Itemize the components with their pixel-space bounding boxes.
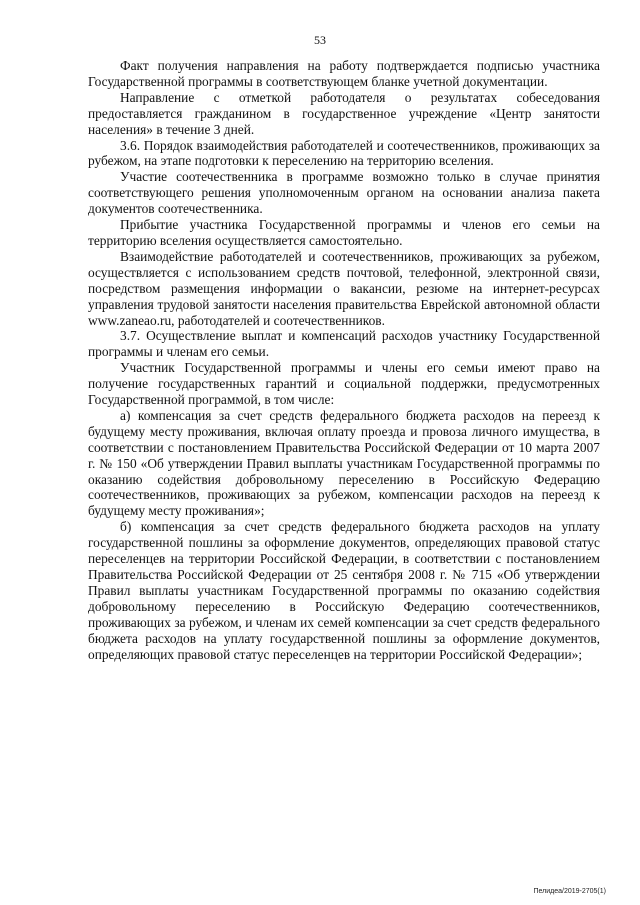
page-number: 53 bbox=[314, 33, 326, 47]
list-item-a-relocation-compensation: а) компенсация за счет средств федерального бюджета расходов на переезд к будущему месту проживания, включая оплату проезда и провоза личного имущества, в соответствии с постановлением Правительства Российской Федерации от 10 марта 2007 г. № 150 «Об утверждении Правил выплаты участникам Государственной программы по оказанию содействия добровольному переселению в Российскую Федерацию соотечественников, проживающих за рубежом, компенсации расходов на переезд к будущему месту проживания»; bbox=[88, 407, 600, 519]
footer-document-code: Пелидеа/2019-2705(1) bbox=[533, 888, 606, 895]
paragraph-interview-result: Направление с отметкой работодателя о результатах собеседования предоставляется гражданином в государственное учреждение «Центр занятости населения» в течение 3 дней. bbox=[88, 89, 600, 137]
document-body bbox=[88, 58, 600, 662]
paragraph-participation-decision: Участие соотечественника в программе возможно только в случае принятия соответствующего решения уполномоченным органом на основании анализа пакета документов соотечественника. bbox=[88, 169, 600, 217]
list-item-b-state-fee-compensation: б) компенсация за счет средств федерального бюджета расходов на уплату государственной пошлины за оформление документов, определяющих правовой статус переселенцев на территории Российской Федерации, в соответствии с постановлением Правительства Российской Федерации от 25 сентября 2008 г. № 715 «Об утверждении Правил выплаты участникам Государственной программы по оказанию содействия добровольному переселению в Российскую Федерацию соотечественников, проживающих за рубежом, и членам их семей компенсации за счет средств федерального бюджета расходов на уплату государственной пошлины за оформление документов, определяющих правовой статус переселенцев на территории Российской Федерации»; bbox=[88, 519, 600, 662]
paragraph-arrival: Прибытие участника Государственной программы и членов его семьи на территорию вселения осуществляется самостоятельно. bbox=[88, 217, 600, 248]
section-3-6-heading: 3.6. Порядок взаимодействия работодателей и соотечественников, проживающих за рубежом, на этапе подготовки к переселению на территорию вселения. bbox=[88, 137, 600, 169]
paragraph-interaction-means: Взаимодействие работодателей и соотечественников, проживающих за рубежом, осуществляется с использованием средств почтовой, телефонной, электронной связи, посредством размещения информации о вакансии, резюме на интернет-ресурсах управления трудовой занятости населения правительства Еврейской автономной области www.zaneao.ru, работодателей и соотечественников. bbox=[88, 248, 600, 328]
paragraph-participant-rights: Участник Государственной программы и члены его семьи имеют право на получение государственных гарантий и социальной поддержки, предусмотренных Государственной программой, в том числе: bbox=[88, 360, 600, 408]
section-3-7-heading: 3.7. Осуществление выплат и компенсаций расходов участнику Государственной программы и членам его семьи. bbox=[88, 328, 600, 360]
paragraph-direction-confirmation: Факт получения направления на работу подтверждается подписью участника Государственной программы в соответствующем бланке учетной документации. bbox=[88, 58, 600, 89]
